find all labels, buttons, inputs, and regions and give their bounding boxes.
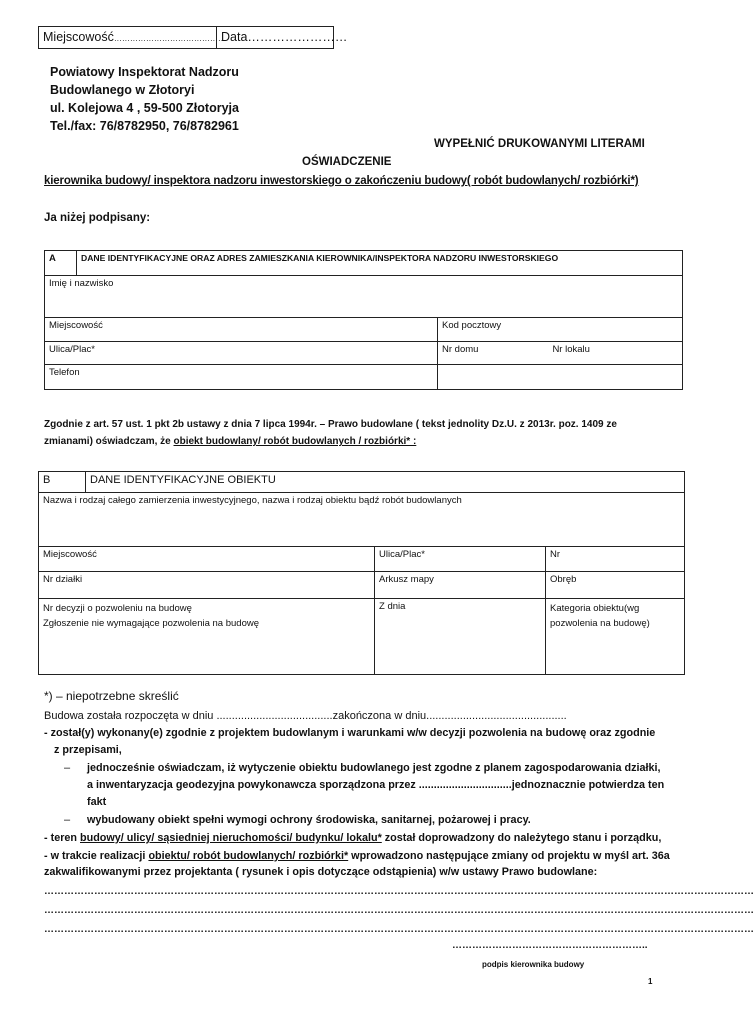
- object-nr-label: Nr: [550, 549, 561, 560]
- statement-5-options: obiektu/ robót budowlanych/ rozbiórki*: [148, 850, 349, 862]
- finish-label: zakończona w dniu: [332, 710, 427, 722]
- signature-label: podpis kierownika budowy: [482, 960, 585, 969]
- date-field[interactable]: [217, 27, 351, 48]
- object-street-label: Ulica/Plac*: [379, 549, 425, 560]
- start-label: Budowa została rozpoczęta w dniu: [44, 710, 217, 722]
- section-b-description-field[interactable]: [39, 493, 685, 547]
- flat-number-label: Nr lokalu: [552, 344, 590, 355]
- statement-2c: fakt: [87, 796, 107, 808]
- section-b-district-field[interactable]: [546, 572, 685, 599]
- office-line-1: Powiatowy Inspektorat Nadzoru: [50, 65, 239, 79]
- office-line-2: Budowlanego w Złotoryi: [50, 83, 195, 97]
- statement-4-pre: - teren: [44, 832, 80, 844]
- plot-number-label: Nr działki: [43, 574, 83, 585]
- place-dots: ……………………………………: [113, 34, 226, 43]
- start-date-dots[interactable]: ......................................: [216, 710, 333, 722]
- phone-label: Telefon: [49, 367, 80, 378]
- section-b-plot-field[interactable]: [39, 572, 375, 599]
- intro-text: Ja niżej podpisany:: [44, 212, 151, 224]
- statement-2b: a inwentaryzacja geodezyjna powykonawcza sporządzona przez ...............................jednoznacznie potwierdza ten: [87, 779, 665, 791]
- street-label: Ulica/Plac*: [49, 344, 95, 355]
- section-a-phone-extra[interactable]: [438, 365, 683, 390]
- house-number-label: Nr domu: [442, 344, 479, 355]
- section-b-nr-field[interactable]: [546, 547, 685, 572]
- finish-date-dots[interactable]: ..............................................: [426, 710, 567, 722]
- permit-date-label: Z dnia: [379, 601, 406, 612]
- section-a-house-field[interactable]: [438, 342, 683, 365]
- statement-5b: zakwalifikowanymi przez projektanta ( rysunek i opis dotyczące odstąpienia) w/w ustawy Prawo budowlane:: [44, 866, 598, 878]
- statement-3: wybudowany obiekt spełni wymogi ochrony środowiska, sanitarnej, pożarowej i pracy.: [87, 814, 531, 826]
- legal-text-line-2: [44, 436, 416, 447]
- map-sheet-label: Arkusz mapy: [379, 574, 434, 585]
- statement-1a: - został(y) wykonany(e) zgodnie z projektem budowlanym i warunkami w/w decyzji pozwolenia na budowę oraz zgodnie: [44, 727, 656, 739]
- category-label-line-1: Kategoria obiektu(wg: [550, 603, 640, 614]
- statement-4-post: został doprowadzony do należytego stanu i porządku,: [381, 832, 662, 844]
- page-number: 1: [648, 977, 653, 986]
- section-a-street-field[interactable]: [45, 342, 438, 365]
- signature-line[interactable]: …………………………………………………..: [452, 940, 648, 951]
- name-label: Imię i nazwisko: [49, 278, 114, 289]
- district-label: Obręb: [550, 574, 577, 585]
- permit-number-label: Nr decyzji o pozwoleniu na budowę: [43, 603, 192, 614]
- statement-5-pre: - w trakcie realizacji: [44, 850, 149, 862]
- postcode-label: Kod pocztowy: [442, 320, 502, 331]
- bullet-dash-1: –: [64, 762, 71, 774]
- legal-text-line-1: Zgodnie z art. 57 ust. 1 pkt 2b ustawy z dnia 7 lipca 1994r. – Prawo budowlane ( tekst jednolity Dz.U. z 2013r. poz. 1409 ze: [44, 419, 617, 430]
- section-b-letter: B: [39, 472, 86, 493]
- section-b-permit-field[interactable]: [39, 599, 375, 675]
- dates-line: [44, 708, 567, 725]
- section-b-city-field[interactable]: [39, 547, 375, 572]
- office-line-4: Tel./fax: 76/8782950, 76/8782961: [50, 119, 239, 133]
- section-a-postcode-field[interactable]: [438, 318, 683, 342]
- section-a-heading: DANE IDENTYFIKACYJNE ORAZ ADRES ZAMIESZKANIA KIEROWNIKA/INSPEKTORA NADZORU INWESTORSKIEGO: [77, 251, 683, 276]
- date-label: Data: [221, 30, 248, 44]
- changes-line-1[interactable]: ……………………………………………………………………………………………………………………………………………………………………………………………: [44, 886, 754, 897]
- strike-note: *) – niepotrzebne skreślić: [44, 689, 179, 703]
- office-line-3: ul. Kolejowa 4 , 59-500 Złotoryja: [50, 101, 239, 115]
- category-label-line-2: pozwolenia na budowę): [550, 618, 650, 629]
- bullet-dash-2: –: [64, 814, 71, 826]
- section-a-table: [44, 250, 683, 390]
- section-b-street-field[interactable]: [375, 547, 546, 572]
- section-b-heading: DANE IDENTYFIKACYJNE OBIEKTU: [86, 472, 685, 493]
- object-city-label: Miejscowość: [43, 549, 97, 560]
- description-label: Nazwa i rodzaj całego zamierzenia inwestycyjnego, nazwa i rodzaj obiektu bądź robót budowlanych: [43, 495, 462, 506]
- section-b-category-field[interactable]: [546, 599, 685, 675]
- document-title: OŚWIADCZENIE: [302, 156, 392, 168]
- place-date-box: [38, 26, 348, 49]
- notice-label: Zgłoszenie nie wymagające pozwolenia na budowę: [43, 618, 259, 629]
- changes-line-3[interactable]: ……………………………………………………………………………………………………………………………………………………………………………………………: [44, 924, 754, 935]
- statement-5-post: wprowadzono następujące zmiany od projektu w myśl art. 36a: [348, 850, 670, 862]
- statement-5: [44, 848, 670, 865]
- document-subtitle: kierownika budowy/ inspektora nadzoru inwestorskiego o zakończeniu budowy( robót budowlanych/ rozbiórki*): [44, 175, 639, 187]
- section-b-table: [38, 471, 685, 675]
- statement-4: [44, 830, 661, 847]
- legal-object-type: obiekt budowlany/ robót budowlanych / rozbiórki* :: [173, 436, 417, 447]
- section-b-date-field[interactable]: [375, 599, 546, 675]
- section-a-city-field[interactable]: [45, 318, 438, 342]
- statement-4-options: budowy/ ulicy/ sąsiedniej nieruchomości/ budynku/ lokalu*: [80, 832, 382, 844]
- legal-line-2-text: zmianami) oświadczam, że: [44, 436, 174, 447]
- changes-line-2[interactable]: ……………………………………………………………………………………………………………………………………………………………………………………………: [44, 905, 754, 916]
- section-b-map-field[interactable]: [375, 572, 546, 599]
- date-dots: ……………………: [247, 30, 348, 44]
- section-a-name-field[interactable]: [45, 276, 683, 318]
- city-label: Miejscowość: [49, 320, 103, 331]
- statement-1b: z przepisami,: [54, 744, 122, 756]
- place-field[interactable]: [39, 27, 226, 48]
- section-a-letter: A: [45, 251, 77, 276]
- statement-2a: jednocześnie oświadczam, iż wytyczenie obiektu budowlanego jest zgodne z planem zagospodarowania działki,: [87, 762, 661, 774]
- fill-instruction: WYPEŁNIĆ DRUKOWANYMI LITERAMI: [434, 138, 645, 150]
- place-label: Miejscowość: [43, 30, 114, 44]
- section-a-phone-field[interactable]: [45, 365, 438, 390]
